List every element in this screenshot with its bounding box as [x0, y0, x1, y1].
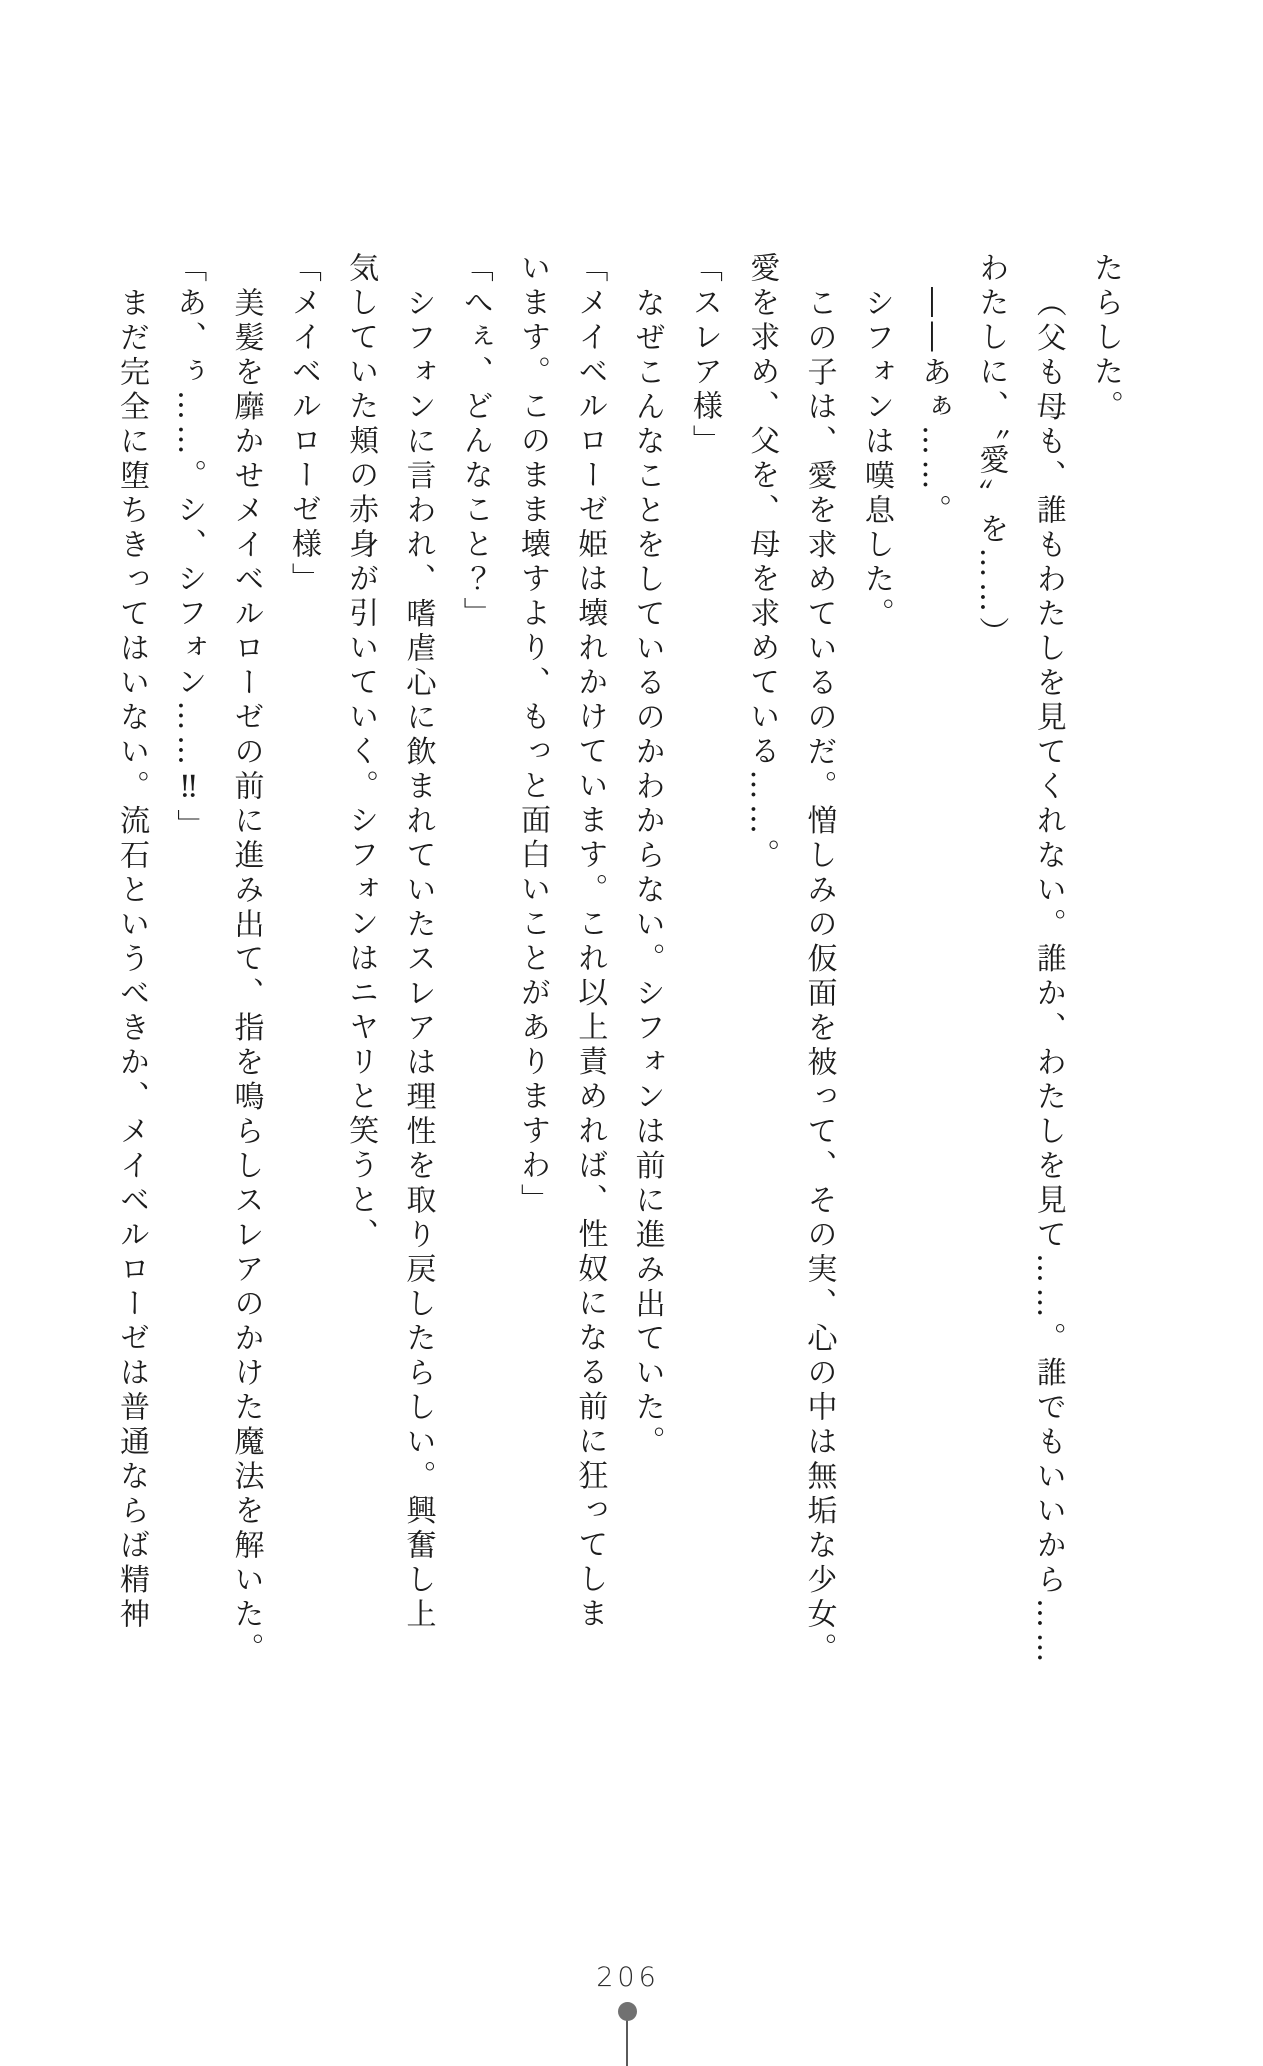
- text-line: 「へぇ、どんなこと？」: [457, 252, 493, 632]
- text-line: シフォンに言われ、嗜虐心に飲まれていたスレアは理性を取り戻したらしい。興奮し上: [400, 286, 436, 1632]
- text-block: [100, 252, 1134, 1668]
- text-line: います。このまま壊すより、もっと面白いことがありますわ」: [515, 252, 551, 1218]
- text-line: 美髪を靡かせメイベルローゼの前に進み出て、指を鳴らしスレアのかけた魔法を解いた。: [228, 286, 264, 1667]
- text-line: この子は、愛を求めているのだ。憎しみの仮面を被って、その実、心の中は無垢な少女。: [801, 286, 837, 1667]
- text-line: 「スレア様」: [686, 252, 722, 459]
- text-line: 「あ、ぅ……。シ、シフォン……‼」: [171, 252, 207, 844]
- marker-dot: [618, 2002, 637, 2021]
- page-number: 206: [596, 1962, 660, 1993]
- text-line: まだ完全に堕ちきってはいない。流石というべきか、メイベルローゼは普通ならば精神: [113, 286, 149, 1632]
- text-line: 「メイベルローゼ姫は壊れかけています。これ以上責めれば、性奴になる前に狂ってしま: [572, 252, 608, 1632]
- text-line: ――あぁ……。: [916, 286, 952, 528]
- text-line: なぜこんなことをしているのかわからない。シフォンは前に進み出ていた。: [629, 286, 665, 1460]
- text-line: 「メイベルローゼ様」: [285, 252, 321, 597]
- text-line: 気していた頬の赤身が引いていく。シフォンはニヤリと笑うと、: [343, 252, 379, 1253]
- text-line: 愛を求め、父を、母を求めている……。: [744, 252, 780, 873]
- text-line: （父も母も、誰もわたしを見てくれない。誰か、わたしを見て……。誰でもいいから……: [1030, 286, 1066, 1667]
- text-line: わたしに、〝愛〟を……）: [973, 252, 1009, 651]
- text-line: シフォンは嘆息した。: [858, 286, 894, 632]
- text-line: たらした。: [1088, 252, 1123, 425]
